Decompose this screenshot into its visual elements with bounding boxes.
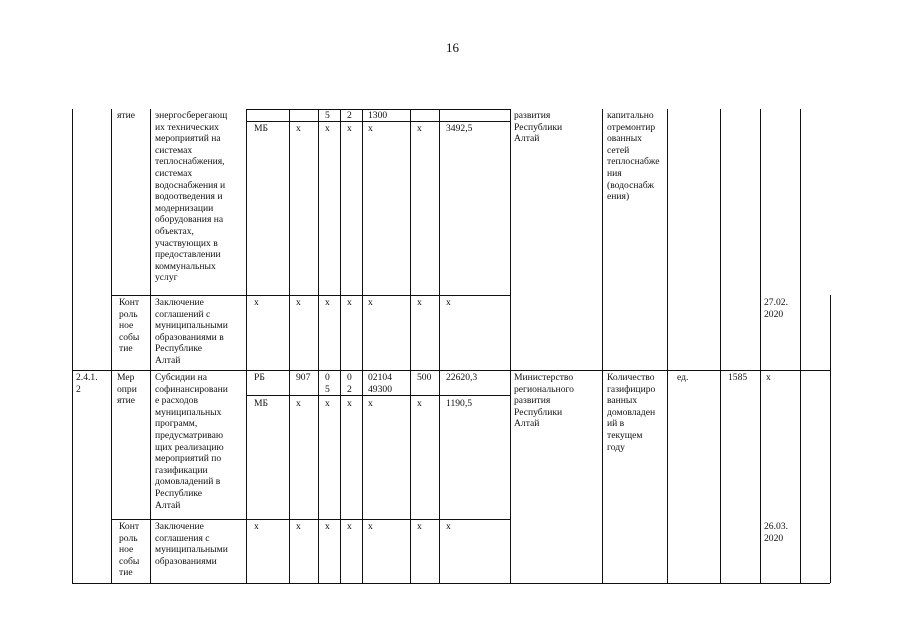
table-rule (72, 583, 830, 584)
table-rule (800, 295, 801, 583)
indicator: Количество газифициро ванных домовладен ий в текущем году (607, 372, 656, 453)
table-cell: х (417, 297, 422, 308)
table-rule (318, 109, 319, 583)
table-cell: х (368, 521, 373, 532)
measure-name: Субсидии на софинансировани е расходов муниципальных программ, предусматриваю щих реализацию мероприятий по газификации домовладений в Республике Алтай (155, 372, 228, 511)
table-rule (667, 109, 668, 583)
table-cell: х (417, 521, 422, 532)
executor: развития Республики Алтай (514, 110, 563, 145)
table-rule (800, 109, 801, 295)
table-rule (111, 109, 112, 583)
table-rule (340, 109, 341, 583)
table-rule (150, 109, 151, 583)
event-name: Заключение соглашений с муниципальными образованиями в Республике Алтай (155, 297, 228, 366)
event-type: Мер опри ятие (117, 372, 137, 407)
table-cell: х (325, 297, 330, 308)
table-cell: 02104 49300 (368, 372, 392, 395)
table-cell: х (296, 123, 301, 134)
table-rule (720, 109, 721, 583)
table-rule (246, 109, 247, 583)
table-rule (830, 295, 831, 370)
table-cell: 0 2 (347, 372, 352, 395)
table-cell: х (347, 521, 352, 532)
table-rule (111, 295, 510, 296)
table-cell: х (417, 398, 422, 409)
table-cell: МБ (254, 398, 269, 409)
table-cell: 2 (347, 110, 352, 121)
table-cell: х (296, 521, 301, 532)
table-cell: х (446, 297, 451, 308)
event-date: 27.02. 2020 (764, 297, 788, 320)
table-rule (760, 109, 761, 583)
table-rule (72, 370, 830, 371)
table-rule (289, 109, 290, 583)
event-type: Конт роль ное собы тие (119, 521, 140, 579)
table-cell: 907 (296, 372, 311, 383)
table-cell: х (446, 521, 451, 532)
item-number: 2.4.1. 2 (76, 372, 98, 395)
unit: ед. (677, 372, 689, 383)
event-type: Конт роль ное собы тие (119, 297, 140, 355)
table-cell: х (368, 297, 373, 308)
table-rule (510, 109, 511, 583)
table-cell: х (254, 297, 259, 308)
table-rule (602, 109, 603, 583)
table-cell: 500 (417, 372, 432, 383)
table-cell: 5 (325, 110, 330, 121)
table-rule (72, 109, 73, 583)
table-cell: х (368, 123, 373, 134)
table-cell: х (296, 398, 301, 409)
table-cell: х (347, 123, 352, 134)
executor: Министерство регионального развития Республики Алтай (514, 372, 574, 430)
table-cell: х (417, 123, 422, 134)
table-cell: ятие (117, 110, 135, 121)
table-cell: РБ (254, 372, 265, 383)
event-name: Заключение соглашения с муниципальными образованиями (155, 521, 228, 567)
event-date: х (766, 372, 771, 383)
table-rule (111, 519, 510, 520)
measure-name: энергосберегающ их технических мероприятий на системах теплоснабжения, системах водоснабжения и водоотведения и модернизации оборудования на объектах, участвующих в предоставлении коммунальных услуг (155, 110, 228, 284)
table-cell: х (368, 398, 373, 409)
table-cell: х (325, 521, 330, 532)
table-rule (830, 370, 831, 583)
indicator: капитально отремонтир ованных сетей теплоснабже ния (водоснабж ения) (607, 110, 660, 203)
table-cell: 1300 (368, 110, 388, 121)
table-rule (362, 109, 363, 583)
table-cell: х (347, 398, 352, 409)
indicator-value: 1585 (728, 372, 748, 383)
table-cell: х (325, 398, 330, 409)
table-cell: х (325, 123, 330, 134)
table-cell: х (296, 297, 301, 308)
amount: 3492,5 (446, 123, 473, 134)
table-cell: х (254, 521, 259, 532)
table-rule (410, 109, 411, 583)
table-cell: 0 5 (325, 372, 330, 395)
table-cell: х (347, 297, 352, 308)
table-rule (760, 370, 800, 371)
table-cell: МБ (254, 123, 269, 134)
amount: 1190,5 (446, 398, 473, 409)
amount: 22620,3 (446, 372, 478, 383)
event-date: 26.03. 2020 (764, 521, 788, 544)
table-rule (439, 109, 440, 583)
page-number: 16 (446, 40, 459, 55)
